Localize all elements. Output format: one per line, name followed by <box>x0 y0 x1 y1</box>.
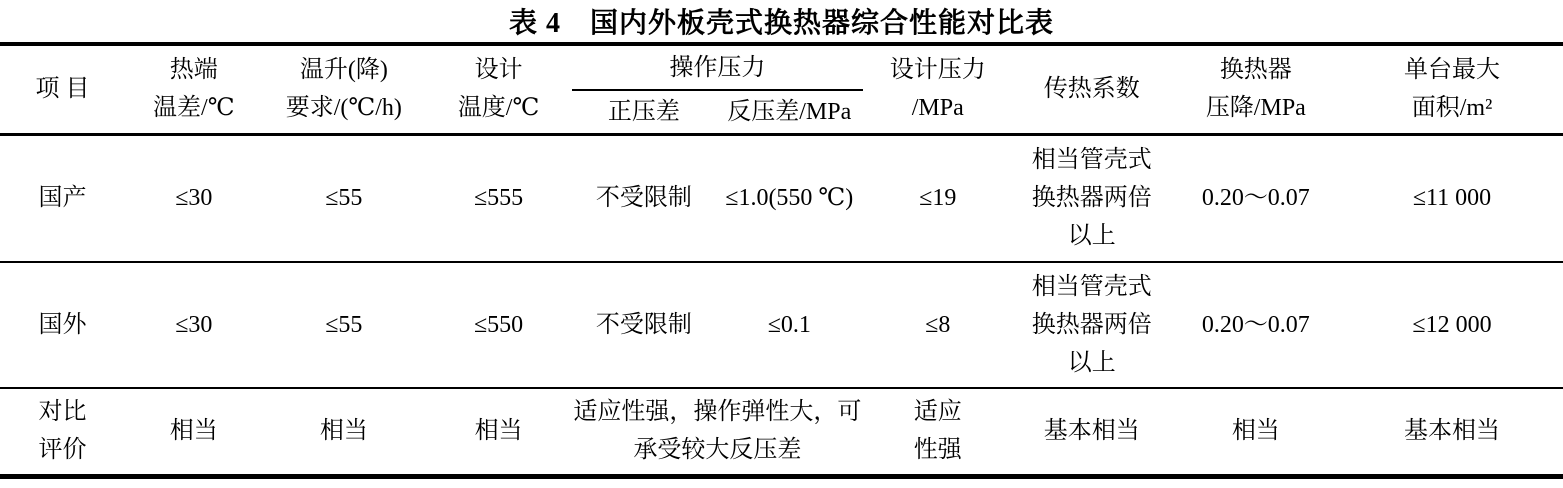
cell-foreign-pressure-drop: 0.20～0.07 <box>1201 312 1310 338</box>
cell-domestic-project: 国产 <box>38 185 87 212</box>
table-row-foreign <box>0 262 1563 388</box>
table-body <box>0 134 1563 476</box>
cell-eval-hot-end: 相当 <box>169 418 218 445</box>
cell-eval-max-area: 基本相当 <box>1404 418 1500 445</box>
header-operating-pressure-group: 操作压力 <box>572 44 863 90</box>
table-row-evaluation <box>0 388 1563 476</box>
header-positive-pressure-diff: 正压差 <box>607 98 680 125</box>
cell-eval-project: 对比 评价 <box>38 399 87 464</box>
cell-eval-heat-transfer: 基本相当 <box>1043 418 1140 445</box>
table-row-domestic <box>0 134 1563 262</box>
cell-foreign-hot-end: ≤30 <box>175 312 213 338</box>
header-temp-rise-requirement: 温升(降) 要求/(℃/h) <box>285 57 402 122</box>
header-exchanger-pressure-drop: 换热器 压降/MPa <box>1205 57 1306 122</box>
cell-foreign-design-pressure: ≤8 <box>925 312 951 338</box>
header-design-temp: 设计 温度/℃ <box>457 57 540 122</box>
cell-domestic-temp-rise: ≤55 <box>325 185 363 212</box>
header-reverse-pressure-diff: 反压差/MPa <box>727 98 852 125</box>
cell-eval-design-pressure: 适应 性强 <box>913 399 962 464</box>
header-design-pressure: 设计压力 /MPa <box>889 57 986 122</box>
cell-eval-temp-rise: 相当 <box>319 418 368 445</box>
cell-eval-operating-pressure: 适应性强，操作弹性大，可 承受较大反压差 <box>573 399 862 464</box>
cell-domestic-heat-transfer: 相当管壳式 换热器两倍 以上 <box>1031 147 1152 250</box>
cell-domestic-reverse-dp: ≤1.0(550 ℃) <box>725 185 854 212</box>
header-project-label: 项目 <box>35 76 96 103</box>
table-caption: 表 4 国内外板壳式换热器综合性能对比表 <box>508 8 1054 39</box>
cell-domestic-design-temp: ≤555 <box>473 185 524 212</box>
cell-foreign-heat-transfer: 相当管壳式 换热器两倍 以上 <box>1031 274 1152 376</box>
comparison-table <box>0 42 1563 479</box>
header-project <box>0 44 125 134</box>
cell-domestic-max-area: ≤11 000 <box>1412 185 1492 212</box>
cell-foreign-max-area: ≤12 000 <box>1412 312 1492 338</box>
cell-foreign-positive-dp: 不受限制 <box>595 312 692 338</box>
header-hot-end-temp-diff: 热端 温差/℃ <box>153 57 235 122</box>
cell-eval-pressure-drop: 相当 <box>1231 418 1280 445</box>
cell-foreign-temp-rise: ≤55 <box>325 312 363 338</box>
cell-domestic-design-pressure: ≤19 <box>919 185 957 212</box>
cell-domestic-positive-dp: 不受限制 <box>595 185 692 212</box>
cell-eval-design-temp: 相当 <box>474 418 523 445</box>
cell-foreign-reverse-dp: ≤0.1 <box>767 312 811 338</box>
header-heat-transfer-coefficient: 传热系数 <box>1043 76 1140 103</box>
cell-domestic-pressure-drop: 0.20～0.07 <box>1201 185 1310 212</box>
cell-domestic-hot-end: ≤30 <box>175 185 213 212</box>
table-header <box>0 44 1563 134</box>
header-max-single-unit-area: 单台最大 面积/m² <box>1404 57 1500 122</box>
cell-foreign-project: 国外 <box>38 312 87 338</box>
cell-foreign-design-temp: ≤550 <box>473 312 524 338</box>
